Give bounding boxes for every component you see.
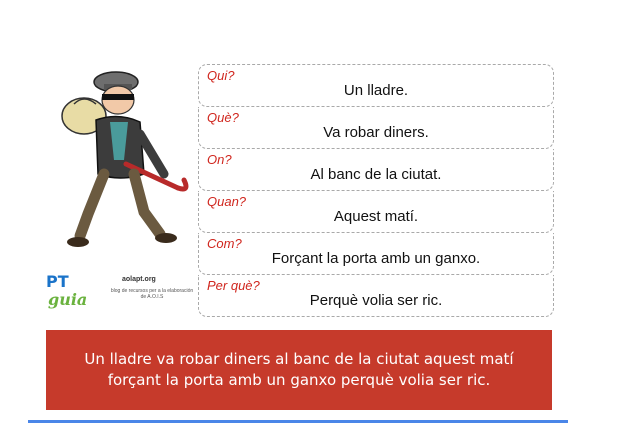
summary-line-2: forçant la porta amb un ganxo perquè volia ser ric. [107,371,491,389]
summary-banner [46,330,552,410]
ptguia-logo [44,266,194,318]
thief-illustration [44,64,194,254]
thief-icon [44,64,194,254]
qa-row-que [198,107,554,149]
logo-guia-text: guia [48,290,88,309]
logo-tagline: blog de recursos per a la elaboración de A.O.I.S [110,288,194,300]
question-label: Com? [207,236,242,251]
qa-row-quan [198,191,554,233]
answer-text: Un lladre. [343,82,409,99]
qa-row-qui [198,64,554,107]
qa-row-per-que [198,275,554,317]
qa-row-com [198,233,554,275]
summary-line-1: Un lladre va robar diners al banc de la ciutat aquest matí [84,350,514,368]
answer-text: Al banc de la ciutat. [310,166,442,183]
answer-text: Perquè volia ser ric. [309,292,443,309]
logo-site-text: aolapt.org [122,276,156,283]
answer-text: Va robar diners. [323,124,429,141]
question-label: On? [207,152,232,167]
question-label: Qui? [207,68,235,83]
qa-row-on [198,149,554,191]
answer-text: Aquest matí. [333,208,419,225]
logo-pt-text: PT [46,272,69,291]
summary-text [84,349,513,391]
question-label: Per què? [207,278,260,293]
question-answer-list [198,64,554,317]
question-label: Què? [207,110,239,125]
question-label: Quan? [207,194,247,209]
bottom-divider [28,420,568,423]
answer-text: Forçant la porta amb un ganxo. [271,250,481,267]
